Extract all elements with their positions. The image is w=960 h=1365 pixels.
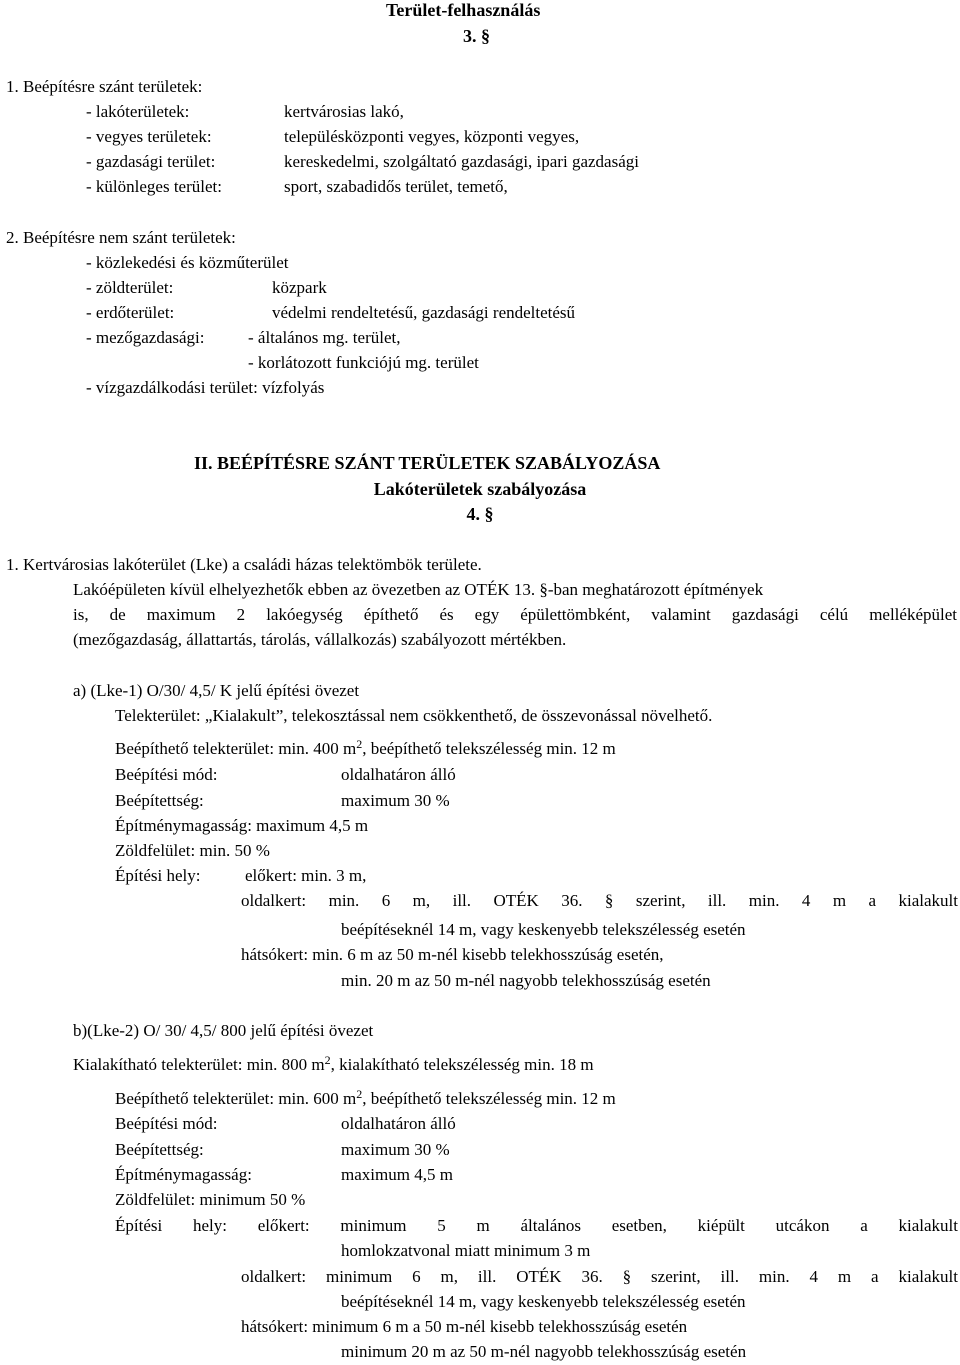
part1-heading: 1. Beépítésre szánt területek: xyxy=(6,77,203,96)
zone-b-oldalkert: oldalkert: minimum 6 m, ill. OTÉK 36. § szerint, ill. min. 4 m a kialakult xyxy=(241,1267,958,1286)
zone-a-elokert: előkert: min. 3 m, xyxy=(245,866,367,885)
part1-value: kereskedelmi, szolgáltató gazdasági, ipari gazdasági xyxy=(284,152,639,171)
part1-label: - lakóterületek: xyxy=(86,102,190,121)
part2-water: - vízgazdálkodási terület: vízfolyás xyxy=(86,378,325,397)
zone-b-magassag-label: Építménymagasság: xyxy=(115,1165,252,1184)
zone-b-beepitheto-post: , beépíthető telekszélesség min. 12 m xyxy=(362,1089,616,1108)
zone-b-oldalkert-cont: beépítéseknél 14 m, vagy keskenyebb telekszélesség esetén xyxy=(341,1292,746,1311)
zone-a-mod-label: Beépítési mód: xyxy=(115,765,218,784)
zone-b-beepitheto-pre: Beépíthető telekterület: min. 600 m xyxy=(115,1089,357,1108)
part1-label: - gazdasági terület: xyxy=(86,152,216,171)
zone-b-mod-label: Beépítési mód: xyxy=(115,1114,218,1133)
part1-label: - vegyes területek: xyxy=(86,127,212,146)
part2-label: - mezőgazdasági: xyxy=(86,328,205,347)
zone-b-kialakithato xyxy=(73,1053,594,1074)
zone-a-zold: Zöldfelület: min. 50 % xyxy=(115,841,270,860)
part2-mg-extra: - korlátozott funkciójú mg. terület xyxy=(248,353,479,372)
part1-value: településközponti vegyes, központi vegyes, xyxy=(284,127,580,146)
zone-b-hely: Építési hely: előkert: minimum 5 m általános esetben, kiépült utcákon a kialakult xyxy=(115,1216,958,1235)
section-subtitle: Lakóterületek szabályozása xyxy=(373,479,587,499)
zone-a-beepitettseg-label: Beépítettség: xyxy=(115,791,204,810)
part1-value: kertvárosias lakó, xyxy=(284,102,404,121)
part2-heading: 2. Beépítésre nem szánt területek: xyxy=(6,228,236,247)
zone-b-heading: b)(Lke-2) O/ 30/ 4,5/ 800 jelű építési övezet xyxy=(73,1021,374,1040)
part2-value: védelmi rendeltetésű, gazdasági rendeltetésű xyxy=(272,303,576,322)
part1-label: - különleges terület: xyxy=(86,177,222,196)
zone-b-zold: Zöldfelület: minimum 50 % xyxy=(115,1190,306,1209)
article-line: is, de maximum 2 lakóegység építhető és egy épülettömbként, valamint gazdasági célú melléképület xyxy=(73,605,957,624)
zone-a-magassag: Építménymagasság: maximum 4,5 m xyxy=(115,816,369,835)
paragraph-number: 4. § xyxy=(466,504,494,524)
zone-a-beepitheto-pre: Beépíthető telekterület: min. 400 m xyxy=(115,739,357,758)
zone-a-hatsokert-cont: min. 20 m az 50 m-nél nagyobb telekhosszúság esetén xyxy=(341,971,711,990)
part2-value: közpark xyxy=(272,278,327,297)
part2-label: - zöldterület: xyxy=(86,278,174,297)
page-title: Terület-felhasználás xyxy=(386,0,541,20)
zone-a-mod-value: oldalhatáron álló xyxy=(341,765,456,784)
zone-b-magassag-value: maximum 4,5 m xyxy=(341,1165,453,1184)
part1-value: sport, szabadidős terület, temető, xyxy=(284,177,508,196)
zone-b-beepitheto xyxy=(115,1087,616,1108)
zone-b-hely-cont: homlokzatvonal miatt minimum 3 m xyxy=(341,1241,591,1260)
section-title: II. BEÉPÍTÉSRE SZÁNT TERÜLETEK SZABÁLYOZÁSA xyxy=(194,453,661,473)
zone-a-beepitettseg-value: maximum 30 % xyxy=(341,791,450,810)
article-line: (mezőgazdaság, állattartás, tárolás, vállalkozás) szabályozott mértékben. xyxy=(73,630,567,649)
zone-a-beepitheto xyxy=(115,737,616,758)
zone-b-beepitheto-sup: 2 xyxy=(356,1087,363,1101)
zone-a-hely-label: Építési hely: xyxy=(115,866,201,885)
zone-b-beepitettseg-value: maximum 30 % xyxy=(341,1140,450,1159)
zone-b-hatsokert: hátsókert: minimum 6 m a 50 m-nél kisebb telekhosszúság esetén xyxy=(241,1317,688,1336)
zone-b-beepitettseg-label: Beépítettség: xyxy=(115,1140,204,1159)
part2-label: - erdőterület: xyxy=(86,303,175,322)
zone-b-mod-value: oldalhatáron álló xyxy=(341,1114,456,1133)
zone-a-telek: Telekterület: „Kialakult”, telekosztással nem csökkenthető, de összevonással növelhető. xyxy=(115,706,713,725)
zone-a-heading: a) (Lke-1) O/30/ 4,5/ K jelű építési övezet xyxy=(73,681,360,700)
article-line: Lakóépületen kívül elhelyezhetők ebben az övezetben az OTÉK 13. §-ban meghatározott építmények xyxy=(73,580,764,599)
zone-b-kialakithato-pre: Kialakítható telekterület: min. 800 m xyxy=(73,1055,325,1074)
section-number: 3. § xyxy=(463,26,490,46)
zone-b-hatsokert-cont: minimum 20 m az 50 m-nél nagyobb telekhosszúság esetén xyxy=(341,1342,747,1361)
part2-line: - közlekedési és közműterület xyxy=(86,253,289,272)
zone-a-beepitheto-sup: 2 xyxy=(356,737,363,751)
zone-b-kialakithato-post: , kialakítható telekszélesség min. 18 m xyxy=(330,1055,594,1074)
zone-a-hatsokert: hátsókert: min. 6 m az 50 m-nél kisebb telekhosszúság esetén, xyxy=(241,945,664,964)
zone-a-oldalkert: oldalkert: min. 6 m, ill. OTÉK 36. § szerint, ill. min. 4 m a kialakult xyxy=(241,891,958,910)
part2-value: - általános mg. terület, xyxy=(248,328,401,347)
article-line: 1. Kertvárosias lakóterület (Lke) a családi házas telektömbök területe. xyxy=(6,555,482,574)
zone-a-beepitheto-post: , beépíthető telekszélesség min. 12 m xyxy=(362,739,616,758)
zone-b-kialakithato-sup: 2 xyxy=(324,1053,331,1067)
zone-a-oldalkert-cont: beépítéseknél 14 m, vagy keskenyebb telekszélesség esetén xyxy=(341,920,746,939)
